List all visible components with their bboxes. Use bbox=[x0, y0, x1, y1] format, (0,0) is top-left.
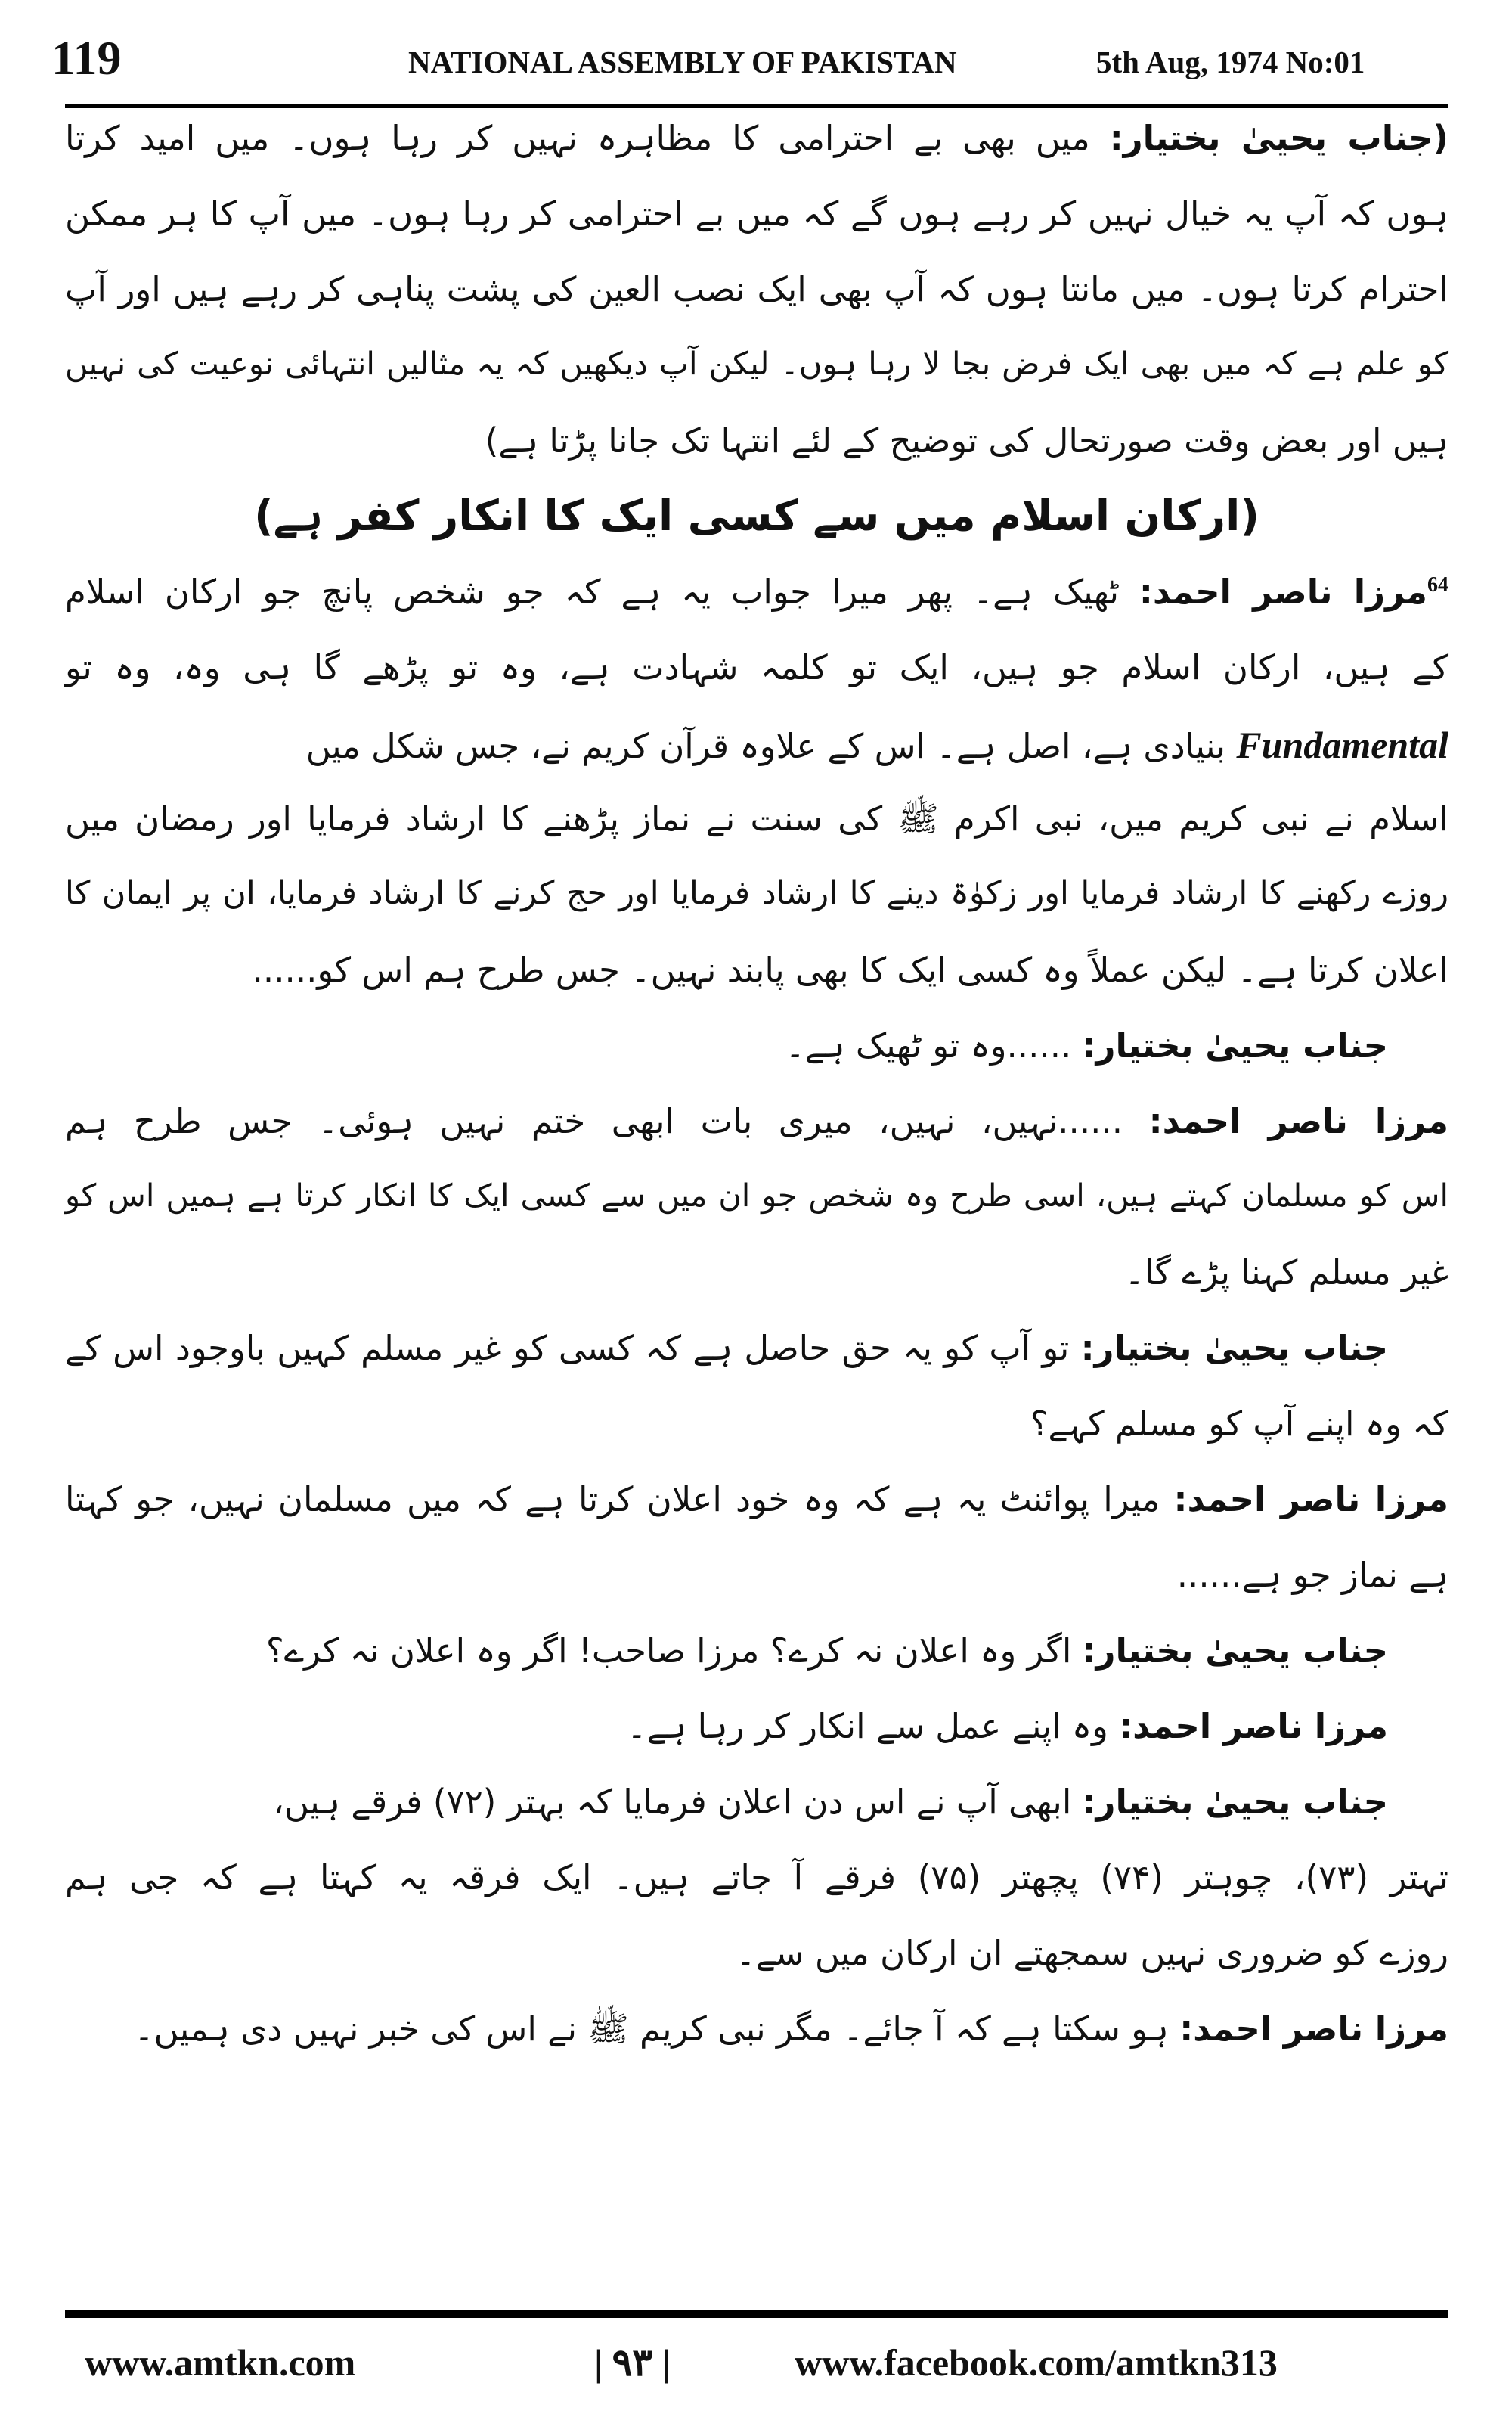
speaker-nasir: مرزا ناصر احمد: bbox=[1119, 1706, 1388, 1746]
text-line: احترام کرتا ہوں۔ میں مانتا ہوں کہ آپ بھی ایک نصب العین کی پشت پناہی کر رہے ہیں اور آپ bbox=[65, 269, 1448, 309]
text-line: جناب یحییٰ بختیار: اگر وہ اعلان نہ کرے؟ مرزا صاحب! اگر وہ اعلان نہ کرے؟ bbox=[265, 1630, 1388, 1671]
footnote-marker: 64 bbox=[1427, 573, 1448, 597]
text-line: کو علم ہے کہ میں بھی ایک فرض بجا لا رہا ہوں۔ لیکن آپ دیکھیں کہ یہ مثالیں انتہائی نوعیت کی نہیں bbox=[65, 345, 1448, 382]
text-line: غیر مسلم کہنا پڑے گا۔ bbox=[1124, 1252, 1448, 1292]
text-line: مرزا ناصر احمد: میرا پوائنٹ یہ ہے کہ وہ خود اعلان کرتا ہے کہ میں مسلمان نہیں، جو کہتا bbox=[65, 1479, 1448, 1519]
text-line: کے ہیں، ارکان اسلام جو ہیں، ایک تو کلمہ شہادت ہے، وہ تو پڑھے گا ہی وہ، وہ تو bbox=[65, 647, 1448, 687]
text-line: اعلان کرتا ہے۔ لیکن عملاً وہ کسی ایک کا بھی پابند نہیں۔ جس طرح ہم اس کو...... bbox=[252, 950, 1448, 990]
speaker-yahya: جناب یحییٰ بختیار: bbox=[1080, 1328, 1389, 1368]
text-line: مرزا ناصر احمد: وہ اپنے عمل سے انکار کر رہا ہے۔ bbox=[627, 1706, 1388, 1746]
speaker-nasir: مرزا ناصر احمد: bbox=[1179, 2009, 1448, 2049]
text-line: روزے رکھنے کا ارشاد فرمایا اور زکوٰۃ دینے کا ارشاد فرمایا اور حج کرنے کا ارشاد فرمایا، ان پر ایمان کا bbox=[65, 874, 1448, 912]
text-line: مرزا ناصر احمد: ......نہیں، نہیں، میری بات ابھی ختم نہیں ہوئی۔ جس طرح ہم bbox=[65, 1101, 1448, 1141]
page-number: 119 bbox=[51, 31, 122, 85]
speaker-yahya: (جناب یحییٰ بختیار: bbox=[1109, 118, 1448, 158]
transcript-body bbox=[65, 118, 1448, 2291]
speaker-yahya: جناب یحییٰ بختیار: bbox=[1082, 1630, 1388, 1671]
english-term: Fundamental bbox=[1236, 724, 1448, 766]
page-header-date: 5th Aug, 1974 No:01 bbox=[1096, 45, 1365, 79]
speaker-yahya: جناب یحییٰ بختیار: bbox=[1082, 1025, 1388, 1066]
text-line: اس کو مسلمان کہتے ہیں، اسی طرح وہ شخص جو ان میں سے کسی ایک کا انکار کرتا ہے ہمیں اس کو bbox=[65, 1177, 1448, 1214]
footer-rule bbox=[65, 2310, 1448, 2318]
speaker-yahya: جناب یحییٰ بختیار: bbox=[1082, 1782, 1388, 1822]
speaker-nasir: مرزا ناصر احمد: bbox=[1173, 1479, 1448, 1519]
text-line: روزے کو ضروری نہیں سمجھتے ان ارکان میں سے۔ bbox=[736, 1933, 1448, 1973]
text-line: جناب یحییٰ بختیار: ......وہ تو ٹھیک ہے۔ bbox=[785, 1025, 1388, 1066]
text-line: کہ وہ اپنے آپ کو مسلم کہے؟ bbox=[1030, 1404, 1448, 1444]
speaker-nasir: مرزا ناصر احمد: bbox=[1148, 1101, 1448, 1141]
page-header-title: NATIONAL ASSEMBLY OF PAKISTAN bbox=[408, 45, 957, 79]
text-line: اسلام نے نبی کریم میں، نبی اکرم ﷺ کی سنت نے نماز پڑھنے کا ارشاد فرمایا اور رمضان میں bbox=[65, 799, 1448, 839]
text-line: ہیں اور بعض وقت صورتحال کی توضیح کے لئے انتہا تک جانا پڑتا ہے) bbox=[485, 420, 1448, 461]
text-line: ہے نماز جو ہے...... bbox=[1176, 1555, 1448, 1595]
text-line: جناب یحییٰ بختیار: ابھی آپ نے اس دن اعلان فرمایا کہ بہتر (۷۲) فرقے ہیں، bbox=[273, 1782, 1388, 1822]
header-rule bbox=[65, 104, 1448, 108]
text-line: مرزا ناصر احمد: ہو سکتا ہے کہ آ جائے۔ مگر نبی کریم ﷺ نے اس کی خبر نہیں دی ہمیں۔ bbox=[134, 2009, 1448, 2049]
text-line: $^{64}$مرزا ناصر احمد: ٹھیک ہے۔ پھر میرا جواب یہ ہے کہ جو شخص پانچ جو ارکان اسلام bbox=[65, 572, 1448, 612]
text-line: جناب یحییٰ بختیار: تو آپ کو یہ حق حاصل ہے کہ کسی کو غیر مسلم کہیں باوجود اس کے bbox=[65, 1328, 1389, 1368]
text-line: ہوں کہ آپ یہ خیال نہیں کر رہے ہوں گے کہ میں بے احترامی کر رہا ہوں۔ میں آپ کا ہر ممکن bbox=[65, 194, 1448, 234]
text-line: تہتر (۷۳)، چوہتر (۷۴) پچھتر (۷۵) فرقے آ جاتے ہیں۔ ایک فرقہ یہ کہتا ہے کہ جی ہم bbox=[65, 1857, 1448, 1897]
text-line: (جناب یحییٰ بختیار: میں بھی بے احترامی کا مظاہرہ نہیں کر رہا ہوں۔ میں امید کرتا bbox=[65, 118, 1448, 158]
text-line: Fundamental بنیادی ہے، اصل ہے۔ اس کے علاوہ قرآن کریم نے، جس شکل میں bbox=[305, 724, 1448, 766]
section-heading: (ارکان اسلام میں سے کسی ایک کا انکار کفر ہے) bbox=[254, 492, 1259, 541]
footer-page-number: | ۹۳ | bbox=[594, 2341, 671, 2384]
page-footer bbox=[65, 2341, 1448, 2386]
footer-facebook-link[interactable]: www.facebook.com/amtkn313 bbox=[795, 2341, 1278, 2384]
footer-website-link[interactable]: www.amtkn.com bbox=[85, 2341, 356, 2384]
speaker-nasir: $^{64}$مرزا ناصر احمد: bbox=[1139, 572, 1448, 612]
